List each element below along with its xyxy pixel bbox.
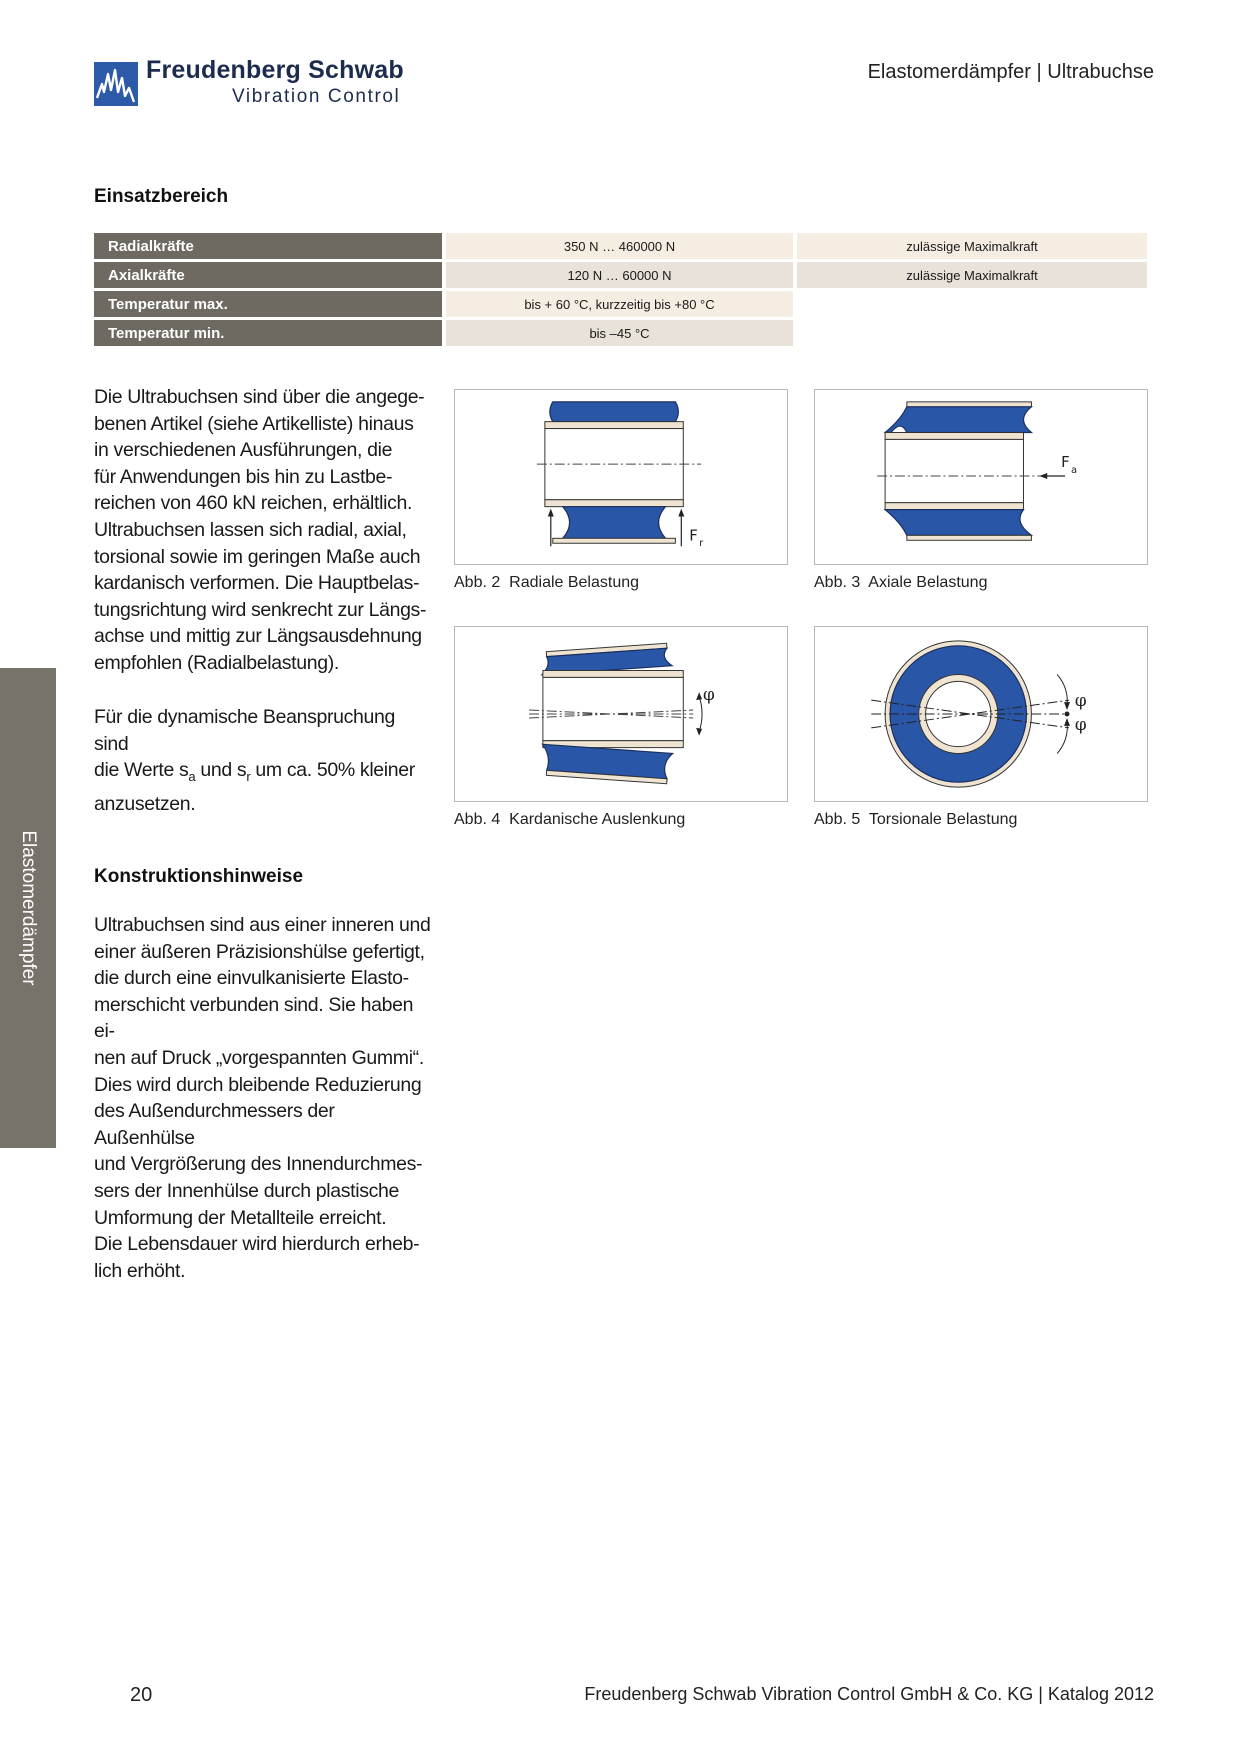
text-line: in verschiedenen Ausführungen, die (94, 439, 393, 462)
table-row (94, 320, 1147, 346)
text-line: des Außendurchmessers der Außenhülse (94, 1100, 335, 1149)
application-range-heading: Einsatzbereich (94, 186, 229, 207)
text-line: die Werte $s_a$ und $s_r$ um ca. 50% kleiner (94, 759, 415, 785)
row-label: Axialkräfte (94, 262, 442, 288)
figure-cardanic-deflection (454, 626, 788, 802)
text-line: Umformung der Metallteile erreicht. (94, 1206, 387, 1229)
row-note (797, 320, 1147, 346)
figure-caption: Abb. 3 Axiale Belastung (814, 574, 988, 591)
figure-axial-load (814, 389, 1148, 565)
text-line: anzusetzen. (94, 792, 196, 815)
axial-bushing-diagram (815, 390, 1147, 564)
text-line: achse und mittig zur Längsausdehnung (94, 625, 422, 648)
text-line: nen auf Druck „vorgespannten Gummi“. (94, 1046, 424, 1069)
row-note (797, 291, 1147, 317)
svg-text:a: a (1070, 465, 1078, 477)
text-line: Die Ultrabuchsen sind über die angege- (94, 386, 425, 408)
figure-radial-load (454, 389, 788, 565)
table-row (94, 291, 1147, 317)
design-notes-heading: Konstruktionshinweise (94, 866, 304, 887)
side-tab-label: Elastomerdämpfer (18, 830, 39, 986)
table-row (94, 233, 1147, 259)
text-line: Die Lebensdauer wird hierdurch erheb- (94, 1233, 420, 1256)
footer-publisher: Freudenberg Schwab Vibration Control GmbH & Co. KG | Katalog 2012 (584, 1684, 1154, 1704)
dynamic-load-paragraph (94, 704, 434, 817)
company-name: Freudenberg Schwab (146, 56, 404, 84)
text-line: benen Artikel (siehe Artikelliste) hinaus (94, 412, 414, 435)
row-value: bis –45 °C (446, 320, 793, 346)
logo-mark-icon (94, 62, 138, 106)
cardanic-bushing-diagram (455, 627, 787, 801)
text-line: Ultrabuchsen sind aus einer inneren und (94, 914, 431, 936)
text-line: torsional sowie im geringen Maße auch (94, 545, 421, 568)
row-label: Temperatur min. (94, 320, 442, 346)
row-note: zulässige Maximalkraft (797, 233, 1147, 259)
figure-caption: Abb. 5 Torsionale Belastung (814, 811, 1018, 828)
svg-text:r: r (699, 538, 704, 550)
text-line: reichen von 460 kN reichen, erhältlich. (94, 492, 413, 515)
section-side-tab (0, 668, 56, 1148)
application-range-table (94, 230, 1147, 349)
text-line: kardanisch verformen. Die Hauptbelas- (94, 572, 420, 595)
text-line: Für die dynamische Beanspruchung sind (94, 706, 395, 755)
figure-caption: Abb. 2 Radiale Belastung (454, 574, 640, 591)
text-line: Dies wird durch bleibende Reduzierung (94, 1073, 422, 1096)
text-line: lich erhöht. (94, 1259, 186, 1282)
row-note: zulässige Maximalkraft (797, 262, 1147, 288)
row-label: Radialkräfte (94, 233, 442, 259)
text-line: merschicht verbunden sind. Sie haben ei- (94, 993, 414, 1043)
text-line: sers der Innenhülse durch plastische (94, 1179, 399, 1202)
intro-paragraph (94, 384, 434, 677)
row-value: 120 N … 60000 N (446, 262, 793, 288)
text-line: für Anwendungen bis hin zu Lastbe- (94, 465, 393, 488)
angle-label: φ (703, 684, 715, 705)
table-row (94, 262, 1147, 288)
radial-bushing-diagram (455, 390, 787, 564)
text-line: tungsrichtung wird senkrecht zur Längs- (94, 598, 427, 621)
page-number: 20 (130, 1684, 153, 1706)
page-breadcrumb: Elastomerdämpfer | Ultrabuchse (867, 61, 1154, 83)
angle-label: φ (1074, 690, 1087, 711)
text-line: und Vergrößerung des Innendurchmes- (94, 1153, 423, 1176)
row-value: 350 N … 460000 N (446, 233, 793, 259)
text-line: empfohlen (Radialbelastung). (94, 651, 339, 674)
text-line: Ultrabuchsen lassen sich radial, axial, (94, 518, 407, 541)
company-logo (94, 62, 138, 106)
text-line: die durch eine einvulkanisierte Elasto- (94, 967, 409, 990)
row-value: bis + 60 °C, kurzzeitig bis +80 °C (446, 291, 793, 317)
company-tagline: Vibration Control (232, 86, 401, 107)
figure-torsional-load (814, 626, 1148, 802)
design-notes-paragraph (94, 912, 434, 1284)
text-line: einer äußeren Präzisionshülse gefertigt, (94, 940, 425, 963)
force-label-radial: F (689, 527, 698, 545)
row-label: Temperatur max. (94, 291, 442, 317)
torsional-bushing-diagram (815, 627, 1147, 801)
force-label-axial: F (1061, 454, 1070, 472)
angle-label: φ (1074, 713, 1087, 734)
figure-caption: Abb. 4 Kardanische Auslenkung (454, 811, 686, 828)
